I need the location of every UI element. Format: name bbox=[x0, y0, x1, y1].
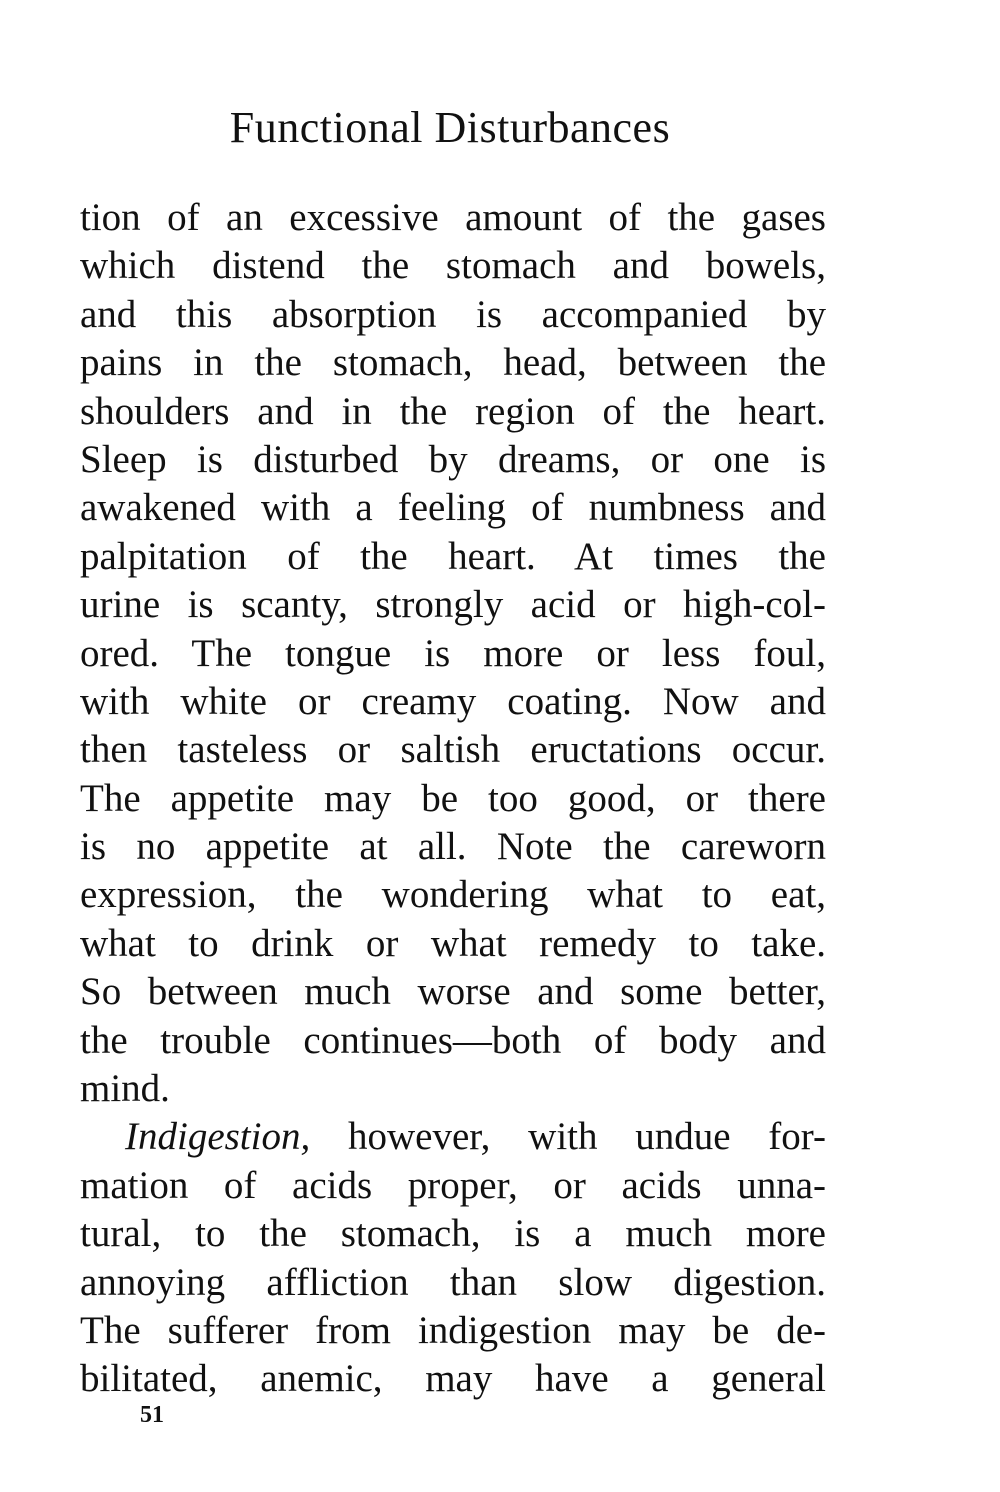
text-line: tion of an excessive amount of the gases bbox=[80, 196, 826, 239]
text-line: expression, the wondering what to eat, bbox=[80, 873, 826, 917]
text-line: So between much worse and some better, bbox=[80, 970, 826, 1014]
text-line: Sleep is disturbed by dreams, or one is bbox=[80, 437, 826, 481]
body-text bbox=[80, 194, 826, 1404]
paragraph-1 bbox=[80, 194, 826, 1113]
text-line: shoulders and in the region of the heart. bbox=[80, 389, 826, 433]
text-line: then tasteless or saltish eructations occur. bbox=[80, 728, 826, 772]
text-line: ored. The tongue is more or less foul, bbox=[80, 631, 826, 675]
text-run: however, with undue for- bbox=[310, 1115, 826, 1159]
text-line: the trouble continues—both of body and bbox=[80, 1018, 826, 1062]
text-line: The appetite may be too good, or there bbox=[80, 776, 826, 820]
text-line: tural, to the stomach, is a much more bbox=[80, 1212, 826, 1256]
text-line: urine is scanty, strongly acid or high-col- bbox=[80, 583, 826, 627]
text-line: The sufferer from indigestion may be de- bbox=[80, 1308, 826, 1352]
text-line: what to drink or what remedy to take. bbox=[80, 921, 826, 965]
paragraph-2 bbox=[80, 1113, 826, 1403]
text-line: awakened with a feeling of numbness and bbox=[80, 486, 826, 530]
text-line: annoying affliction than slow digestion. bbox=[80, 1260, 826, 1304]
running-head: Functional Disturbances bbox=[229, 103, 671, 152]
text-line bbox=[80, 1113, 826, 1161]
text-line: mind. bbox=[80, 1067, 170, 1111]
text-line: bilitated, anemic, may have a general bbox=[80, 1357, 826, 1401]
text-line: pains in the stomach, head, between the bbox=[80, 341, 826, 385]
text-line: with white or creamy coating. Now and bbox=[80, 679, 826, 723]
text-line: which distend the stomach and bowels, bbox=[80, 244, 826, 288]
italic-term: Indigestion, bbox=[125, 1115, 311, 1159]
text-line: palpitation of the heart. At times the bbox=[80, 534, 826, 578]
text-line: and this absorption is accompanied by bbox=[80, 292, 826, 336]
page-number: 51 bbox=[140, 1402, 164, 1428]
text-line: is no appetite at all. Note the careworn bbox=[80, 825, 826, 869]
text-line: mation of acids proper, or acids unna- bbox=[80, 1163, 826, 1207]
